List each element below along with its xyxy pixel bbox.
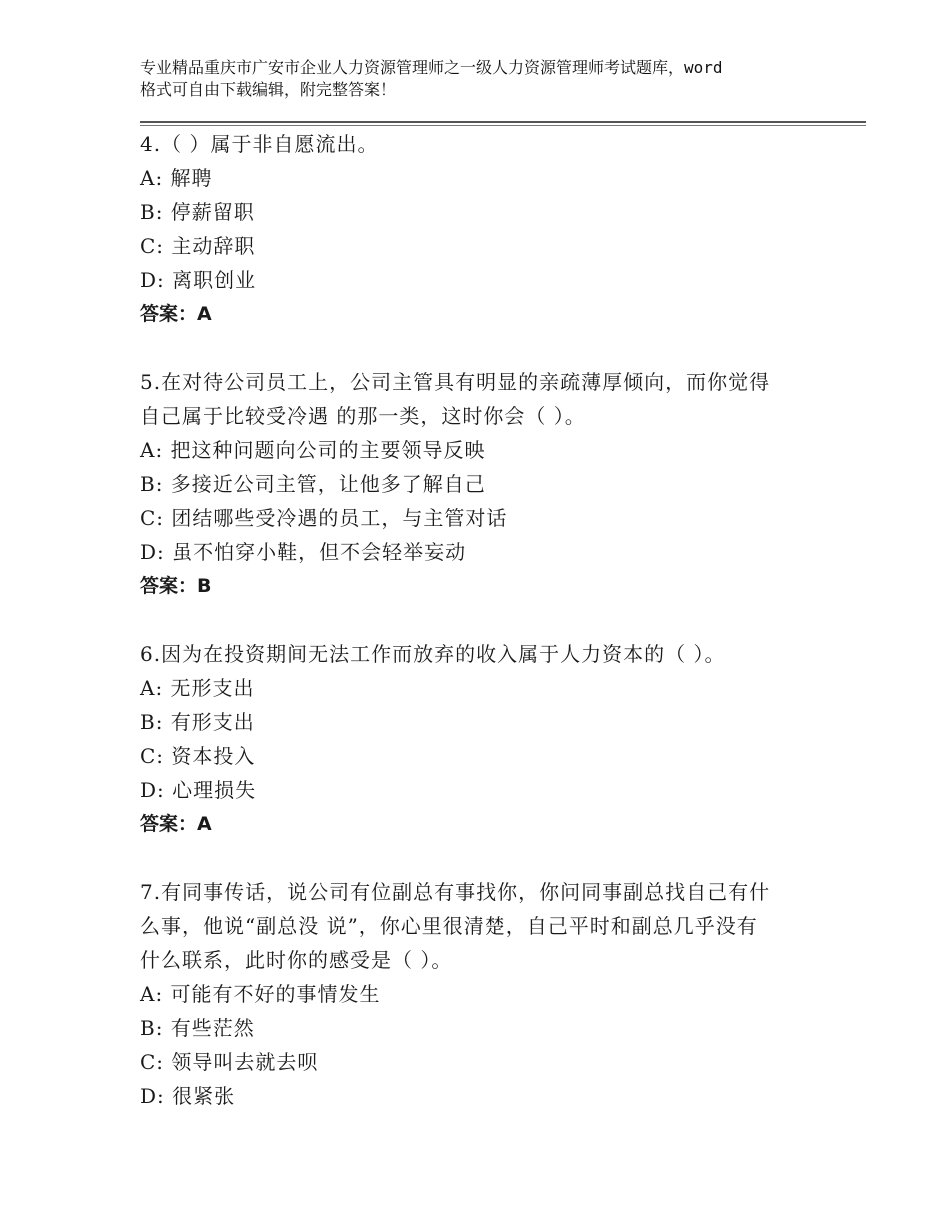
spacer — [140, 603, 820, 637]
option-b: B: 有形支出 — [140, 710, 255, 734]
document-header — [140, 57, 840, 101]
option-b: B: 多接近公司主管，让他多了解自己 — [140, 472, 486, 496]
option-c: C: 主动辞职 — [140, 234, 256, 258]
question-stem-line-1: 7.有同事传话，说公司有位副总有事找你，你问同事副总找自己有什 — [140, 880, 771, 904]
option-d: D: 虽不怕穿小鞋，但不会轻举妄动 — [140, 540, 467, 564]
header-divider — [140, 121, 866, 123]
option-d: D: 心理损失 — [140, 778, 257, 802]
option-a: A: 解聘 — [140, 166, 213, 190]
option-a: A: 可能有不好的事情发生 — [140, 982, 381, 1006]
option-d: D: 离职创业 — [140, 268, 257, 292]
option-a: A: 无形支出 — [140, 676, 255, 700]
question-7 — [140, 875, 820, 1113]
question-stem-line-1: 5.在对待公司员工上，公司主管具有明显的亲疏薄厚倾向，而你觉得 — [140, 370, 771, 394]
question-stem: 4.（ ）属于非自愿流出。 — [140, 132, 379, 156]
spacer — [140, 841, 820, 875]
question-6 — [140, 637, 820, 841]
option-b: B: 停薪留职 — [140, 200, 255, 224]
question-stem-line-3: 什么联系，此时你的感受是（ ）。 — [140, 948, 453, 972]
question-stem-line-2: 么事，他说“副总没 说”，你心里很清楚，自己平时和副总几乎没有 — [140, 914, 758, 938]
option-c: C: 团结哪些受冷遇的员工，与主管对话 — [140, 506, 508, 530]
option-a: A: 把这种问题向公司的主要领导反映 — [140, 438, 486, 462]
spacer — [140, 331, 820, 365]
question-5 — [140, 365, 820, 603]
question-list — [140, 127, 820, 1113]
option-d: D: 很紧张 — [140, 1084, 236, 1108]
question-stem-line-2: 自己属于比较受冷遇 的那一类，这时你会（ ）。 — [140, 404, 586, 428]
answer: 答案：B — [140, 575, 212, 597]
header-divider-thin — [140, 125, 866, 126]
answer: 答案：A — [140, 813, 212, 835]
option-c: C: 领导叫去就去呗 — [140, 1050, 319, 1074]
question-stem: 6.因为在投资期间无法工作而放弃的收入属于人力资本的（ ）。 — [140, 642, 726, 666]
header-line-1: 专业精品重庆市广安市企业人力资源管理师之一级人力资源管理师考试题库，word — [140, 58, 723, 77]
option-c: C: 资本投入 — [140, 744, 256, 768]
question-4 — [140, 127, 820, 331]
option-b: B: 有些茫然 — [140, 1016, 255, 1040]
header-line-2: 格式可自由下载编辑，附完整答案！ — [140, 80, 397, 99]
answer: 答案：A — [140, 303, 212, 325]
